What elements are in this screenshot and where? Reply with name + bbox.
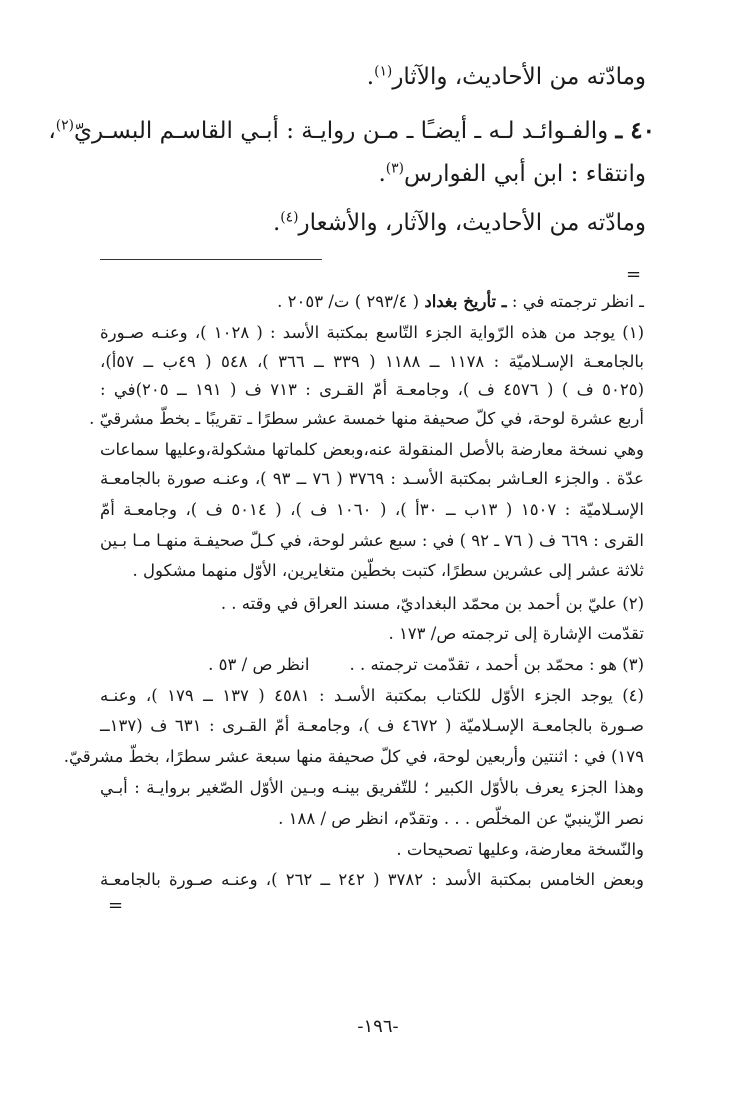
footnote-2-line: (٢) عليّ بن أحمد بن محمّد البغداديّ، مسند العراق في وقته . . bbox=[220, 594, 644, 613]
entry-40 bbox=[48, 117, 655, 144]
footnote-3 bbox=[100, 657, 644, 674]
entry-40-end: ، bbox=[48, 118, 56, 144]
continuation-mark-bottom: = bbox=[108, 895, 124, 916]
footnote-4-line: والنّسخة معارضة، وعليها تصحيحات . bbox=[396, 840, 644, 859]
footnote-intro-pre: ـ انظر ترجمته في : bbox=[511, 292, 644, 311]
main-line-1-text: ومادّته من الأحاديث، والآثار bbox=[392, 64, 646, 90]
footnote-4-line: صـورة بالجامعـة الإسـلاميّة ( ٤٦٧٢ ف )، وجامعـة أمّ القـرى : ٦٣١ ف (١٣٧ــ bbox=[100, 716, 644, 735]
main-line-1 bbox=[60, 63, 646, 90]
entry-number: ٤٠ ـ bbox=[615, 117, 655, 144]
main-line-3 bbox=[60, 160, 646, 187]
footnote-4-line: وبعض الخامس بمكتبة الأسد : ٣٧٨٢ ( ٢٤٢ ــ ٢٦٢ )، وعنـه صـورة بالجامعـة bbox=[100, 870, 644, 889]
main-line-3-text: وانتقاء : ابن أبي الفوارس bbox=[403, 161, 646, 187]
footnote-4-line: وهذا الجزء يعرف بالأوّل الكبير ؛ للتّفريق بينـه وبـين الأوّل الصّغير بروايـة : أبـي bbox=[100, 778, 644, 797]
footnote-1-line: وهي نسخة معارضة بالأصل المنقولة عنه،وبعض كلماتها مشكولة،وعليها سماعات bbox=[100, 440, 644, 459]
footnote-1-line: عدّة . والجزء العـاشر بمكتبة الأسـد : ٣٧٦٩ ( ٧٦ ــ ٩٣ )، وعنـه صورة بالجامعـة bbox=[100, 469, 644, 488]
footnote-ref-4: (٤) bbox=[280, 209, 299, 226]
footnote-3-ref: انظر ص / ٥٣ . bbox=[208, 655, 310, 674]
footnote-1-line: (٥٠٢٥ ف ) ( ٤٥٧٦ ف )، وجامعـة أمّ القـرى : ٧١٣ ف ( ١٩١ ــ ٢٠٥)في : bbox=[100, 380, 644, 399]
footnote-ref-3: (٣) bbox=[385, 160, 404, 177]
footnote-intro-title: ـ تأريخ بغداد bbox=[424, 292, 507, 311]
footnote-intro-ref: ( ٢٩٣/٤ ) ت/ ٢٠٥٣ . bbox=[277, 292, 420, 311]
footnote-1-line: بالجامعـة الإسـلاميّة : ١١٧٨ ــ ١١٨٨ ( ٣٣٩ ــ ٣٦٦ )، ٥٤٨ ( ٤٩ب ــ ٥٧أ)، bbox=[100, 352, 644, 371]
footnote-2-line: تقدّمت الإشارة إلى ترجمته ص/ ١٧٣ . bbox=[388, 624, 644, 643]
main-line-1-end: . bbox=[366, 64, 375, 90]
footnote-4-line: (٤) يوجد الجزء الأوّل للكتاب بمكتبة الأسـد : ٤٥٨١ ( ١٣٧ ــ ١٧٩ )، وعنـه bbox=[100, 686, 644, 705]
footnote-1-line: أربع عشرة لوحة، في كلّ صحيفة منها خمسة عشر سطرًا ـ تقريبًا ـ بخطّ مشرقيّ . bbox=[89, 409, 644, 428]
footnote-ref-1: (١) bbox=[374, 63, 393, 80]
main-line-4-text: ومادّته من الأحاديث، والآثار، والأشعار bbox=[298, 210, 646, 236]
footnote-1-line: (١) يوجد من هذه الرّواية الجزء التّاسع بمكتبة الأسد : ( ١٠٢٨ )، وعنـه صـورة bbox=[100, 323, 645, 342]
footnote-separator bbox=[100, 259, 322, 260]
footnote-1-line: ثلاثة عشر إلى عشرين سطرًا، كتبت بخطّين متغايرين، الأوّل منهما مشكول . bbox=[132, 561, 644, 580]
footnote-ref-2: (٢) bbox=[55, 117, 74, 134]
continuation-mark-top: = bbox=[626, 264, 642, 285]
footnote-4-line: ١٧٩) في : اثنتين وأربعين لوحة، في كلّ صحيفة منها سبعة عشر سطرًا، بخطّ مشرقيّ. bbox=[63, 747, 644, 766]
main-line-4-end: . bbox=[272, 210, 281, 236]
footnote-1-line: الإسـلاميّة : ١٥٠٧ ( ١٣ب ــ ٣٠أ )، ( ١٠٦٠ ف )، ( ٥٠١٤ ف )، وجامعـة أمّ bbox=[100, 500, 644, 519]
footnote-3-text: (٣) هو : محمّد بن أحمد ، تقدّمت ترجمته . . bbox=[349, 655, 644, 674]
footnote-4-line: نصر الزّينبيّ عن المخلّص . . . وتقدّم، انظر ص / ١٨٨ . bbox=[278, 809, 644, 828]
page-number: -١٩٦- bbox=[357, 1016, 399, 1037]
footnote-intro bbox=[100, 294, 644, 311]
footnote-1-line: القرى : ٦٦٩ ف ( ٧٦ ـ ٩٢ ) في : سبع عشر لوحة، في كـلّ صحيفـة منهـا مـا بـين bbox=[100, 531, 645, 550]
main-line-3-end: . bbox=[378, 161, 386, 187]
entry-40-text: والفـوائـد لـه ـ أيضـًا ـ مـن روايـة : أبـي القاسـم البسـريّ bbox=[73, 118, 609, 144]
main-line-4 bbox=[60, 209, 646, 236]
